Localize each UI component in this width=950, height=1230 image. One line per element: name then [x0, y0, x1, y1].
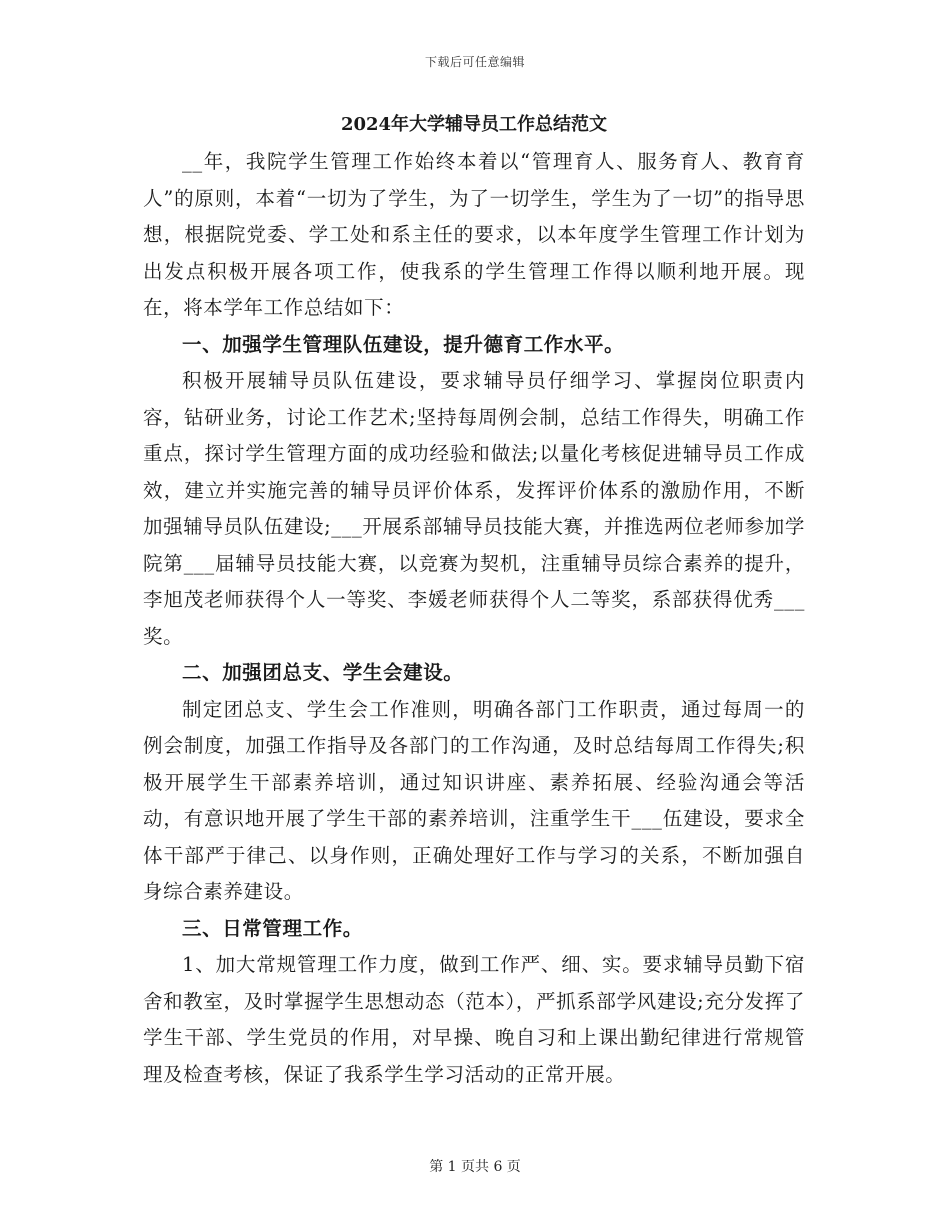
- page-number: 第 1 页共 6 页: [429, 1159, 521, 1175]
- header-note: 下载后可任意编辑: [424, 55, 525, 69]
- section-heading-2: 二、加强团总支、学生会建设。: [182, 661, 464, 684]
- document-body: [143, 112, 805, 1093]
- section-3-paragraph: 1、加大常规管理工作力度，做到工作严、细、实。要求辅导员勤下宿舍和教室，及时掌握学生思想动态（范本），严抓系部学风建设;充分发挥了学生干部、学生党员的作用，对早操、晚自习和上课出勤纪律进行常规管理及检查考核，保证了我系学生学习活动的正常开展。: [143, 953, 805, 1086]
- section-1-paragraph: 积极开展辅导员队伍建设，要求辅导员仔细学习、掌握岗位职责内容，钻研业务，讨论工作艺术;坚持每周例会制，总结工作得失，明确工作重点，探讨学生管理方面的成功经验和做法;以量化考核促进辅导员工作成效，建立并实施完善的辅导员评价体系，发挥评价体系的激励作用，不断加强辅导员队伍建设;___开展系部辅导员技能大赛，并推选两位老师参加学院第___届辅导员技能大赛，以竞赛为契机，注重辅导员综合素养的提升，李旭茂老师获得个人一等奖、李媛老师获得个人二等奖，系部获得优秀___奖。: [143, 369, 805, 648]
- section-heading-3: 三、日常管理工作。: [182, 916, 363, 940]
- intro-paragraph: __年，我院学生管理工作始终本着以“管理育人、服务育人、教育育人”的原则，本着“一切为了学生，为了一切学生，学生为了一切”的指导思想，根据院党委、学工处和系主任的要求，以本年度学生管理工作计划为出发点积极开展各项工作，使我系的学生管理工作得以顺利地开展。现在，将本学年工作总结如下：: [143, 150, 805, 319]
- section-heading-1: 一、加强学生管理队伍建设，提升德育工作水平。: [182, 332, 625, 356]
- section-2-paragraph: 制定团总支、学生会工作准则，明确各部门工作职责，通过每周一的例会制度，加强工作指导及各部门的工作沟通，及时总结每周工作得失;积极开展学生干部素养培训，通过知识讲座、素养拓展、经验沟通会等活动，有意识地开展了学生干部的素养培训，注重学生干___伍建设，要求全体干部严于律己、以身作则，正确处理好工作与学习的关系，不断加强自身综合素养建设。: [143, 697, 805, 903]
- document-title: 2024年大学辅导员工作总结范文: [340, 114, 608, 135]
